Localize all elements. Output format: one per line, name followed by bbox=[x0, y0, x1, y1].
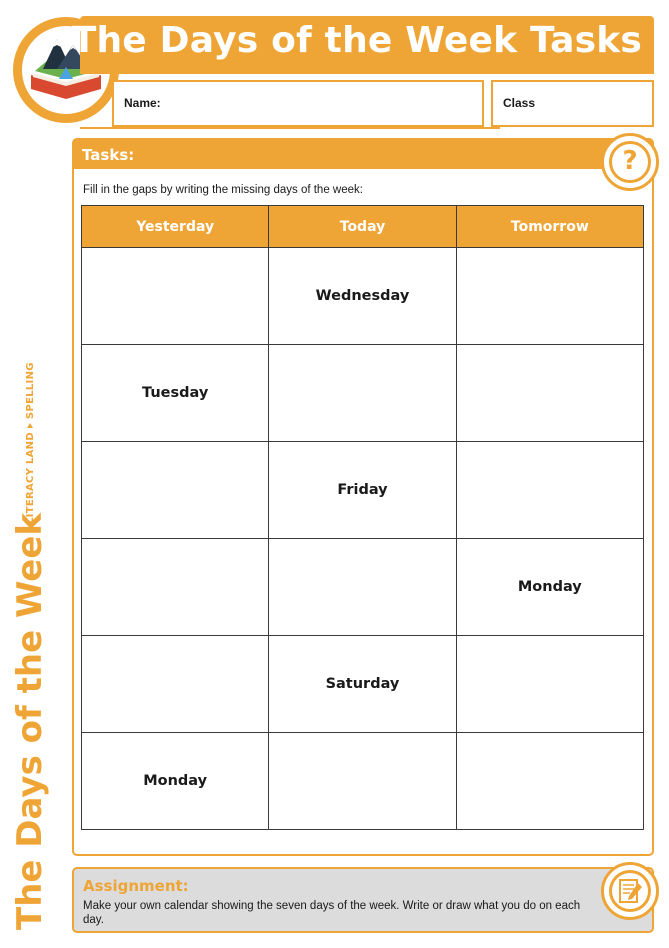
table-cell[interactable]: Friday bbox=[269, 442, 456, 539]
side-title: The Days of the Week bbox=[10, 512, 50, 930]
tasks-header-bar bbox=[74, 140, 652, 169]
table-row bbox=[82, 345, 644, 442]
arrow-right-icon bbox=[27, 423, 33, 428]
table-row bbox=[82, 733, 644, 830]
table-cell[interactable]: Monday bbox=[82, 733, 269, 830]
assignment-badge bbox=[601, 862, 659, 920]
table-cell[interactable] bbox=[456, 636, 643, 733]
name-field[interactable] bbox=[112, 80, 484, 127]
table-cell[interactable] bbox=[456, 248, 643, 345]
table-cell[interactable] bbox=[82, 248, 269, 345]
assignment-panel bbox=[72, 867, 654, 933]
table-cell[interactable] bbox=[82, 636, 269, 733]
days-table bbox=[81, 205, 644, 830]
assignment-text: Make your own calendar showing the seven days of the week. Write or draw what you do on each day. bbox=[83, 900, 581, 926]
table-row bbox=[82, 636, 644, 733]
table-cell[interactable]: Monday bbox=[456, 539, 643, 636]
header-divider bbox=[80, 127, 500, 129]
question-mark-icon: ? bbox=[609, 141, 651, 183]
table-cell[interactable] bbox=[456, 733, 643, 830]
tasks-label: Tasks: bbox=[82, 146, 135, 164]
side-subtitle bbox=[25, 362, 36, 524]
table-header-row bbox=[82, 206, 644, 248]
table-cell[interactable]: Wednesday bbox=[269, 248, 456, 345]
table-cell[interactable] bbox=[82, 442, 269, 539]
page-title: The Days of the Week Tasks bbox=[71, 20, 642, 61]
table-row bbox=[82, 248, 644, 345]
table-cell[interactable]: Saturday bbox=[269, 636, 456, 733]
logo-text: LITERACY bbox=[46, 105, 86, 112]
column-header-yesterday: Yesterday bbox=[82, 206, 269, 248]
table-cell[interactable]: Tuesday bbox=[82, 345, 269, 442]
table-cell[interactable] bbox=[269, 345, 456, 442]
column-header-today: Today bbox=[269, 206, 456, 248]
class-field[interactable] bbox=[491, 80, 654, 127]
side-subtitle-right: SPELLING bbox=[25, 362, 36, 420]
assignment-title: Assignment: bbox=[83, 877, 189, 895]
class-label: Class bbox=[503, 96, 536, 110]
table-cell[interactable] bbox=[82, 539, 269, 636]
column-header-tomorrow: Tomorrow bbox=[456, 206, 643, 248]
side-subtitle-left: LITERACY LAND bbox=[25, 432, 36, 524]
title-bar bbox=[71, 16, 654, 74]
name-label: Name: bbox=[124, 96, 161, 110]
table-cell[interactable] bbox=[269, 733, 456, 830]
table-cell[interactable] bbox=[269, 539, 456, 636]
question-badge bbox=[601, 133, 659, 191]
table-cell[interactable] bbox=[456, 442, 643, 539]
table-row bbox=[82, 539, 644, 636]
tasks-instructions: Fill in the gaps by writing the missing days of the week: bbox=[83, 184, 363, 196]
pencil-paper-icon bbox=[612, 873, 648, 909]
table-cell[interactable] bbox=[456, 345, 643, 442]
table-row bbox=[82, 442, 644, 539]
